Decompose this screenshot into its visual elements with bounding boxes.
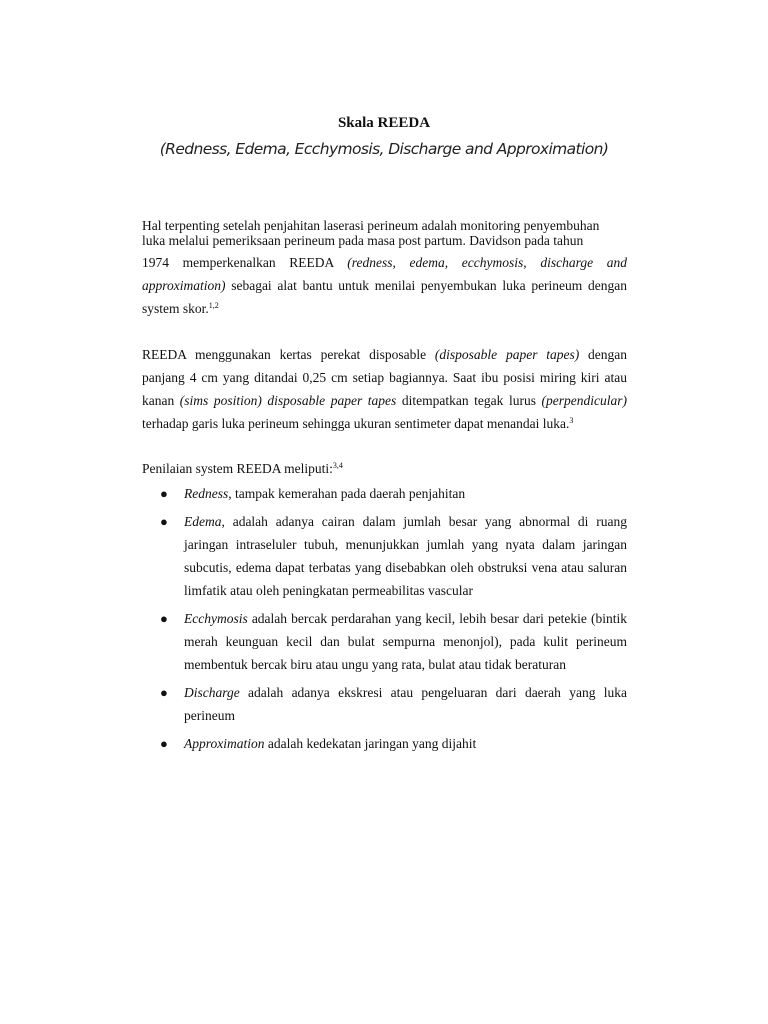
list-item	[142, 732, 627, 755]
bullet-icon: ●	[160, 685, 168, 700]
paragraph-assessment	[142, 457, 627, 480]
list-item	[142, 607, 627, 676]
method-citation: 3	[569, 416, 574, 425]
criterion-term: Redness	[184, 486, 229, 501]
method-text-c: ditempatkan tegak lurus	[396, 393, 542, 408]
method-italic-c: (perpendicular)	[541, 393, 627, 408]
reeda-criteria-list	[142, 482, 627, 760]
assessment-citation: 3,4	[332, 461, 343, 470]
document-subtitle: (Redness, Edema, Ecchymosis, Discharge and Approximation)	[159, 140, 609, 158]
bullet-icon: ●	[160, 736, 168, 751]
intro-line-2: luka melalui pemeriksaan perineum pada masa post partum. Davidson pada tahun	[142, 233, 584, 248]
criterion-term: Ecchymosis	[184, 611, 248, 626]
criterion-term: Edema	[184, 514, 222, 529]
intro-citation: 1,2	[208, 301, 219, 310]
list-item	[142, 681, 627, 727]
list-item	[142, 510, 627, 602]
method-text-b: dengan panjang 4 cm yang ditandai 0,25 cm setiap bagiannya. Saat ibu posisi miring kiri atau kanan	[142, 347, 628, 408]
bullet-icon: ●	[160, 486, 168, 501]
criterion-term: Discharge	[184, 685, 240, 700]
criterion-text: , tampak kemerahan pada daerah penjahitan	[228, 486, 466, 501]
assessment-text: Penilaian system REEDA meliputi:	[142, 461, 333, 476]
method-italic-a: (disposable paper tapes)	[434, 347, 580, 362]
method-italic-b: (sims position) disposable paper tapes	[179, 393, 397, 408]
method-text-a: REEDA menggunakan kertas perekat disposable	[142, 347, 435, 362]
bullet-icon: ●	[160, 514, 168, 529]
intro-text-b: sebagai alat bantu untuk menilai penyembukan luka perineum dengan system skor.	[142, 278, 627, 316]
criterion-text: adalah bercak perdarahan yang kecil, lebih besar dari petekie (bintik merah keunguan kecil dan bulat sempurna menonjol), pada kulit perineum membentuk bercak biru atau ungu yang rata, bulat atau tidak beraturan	[184, 611, 627, 672]
criterion-text: adalah kedekatan jaringan yang dijahit	[264, 736, 477, 751]
paragraph-intro	[142, 218, 627, 320]
criterion-text: adalah adanya ekskresi atau pengeluaran dari daerah yang luka perineum	[184, 685, 627, 723]
intro-italic-terms: (redness, edema, ecchymosis, discharge and approximation)	[142, 255, 627, 293]
bullet-icon: ●	[160, 611, 168, 626]
criterion-term: Approximation	[184, 736, 265, 751]
document-title: Skala REEDA	[337, 115, 431, 131]
intro-text-a: 1974 memperkenalkan REEDA	[142, 255, 348, 270]
paragraph-method	[142, 343, 627, 435]
list-item	[142, 482, 627, 505]
criterion-text: , adalah adanya cairan dalam jumlah besar yang abnormal di ruang jaringan intraseluler tubuh, menunjukkan jumlah yang nyata dalam jaringan subcutis, edema dapat terbatas yang disebabkan oleh obstruksi vena atau saluran limfatik atau oleh peningkatan permeabilitas vascular	[184, 514, 627, 598]
intro-line-1: Hal terpenting setelah penjahitan laserasi perineum adalah monitoring penyembuhan	[142, 218, 600, 233]
method-text-d: terhadap garis luka perineum sehingga ukuran sentimeter dapat menandai luka.	[142, 416, 570, 431]
